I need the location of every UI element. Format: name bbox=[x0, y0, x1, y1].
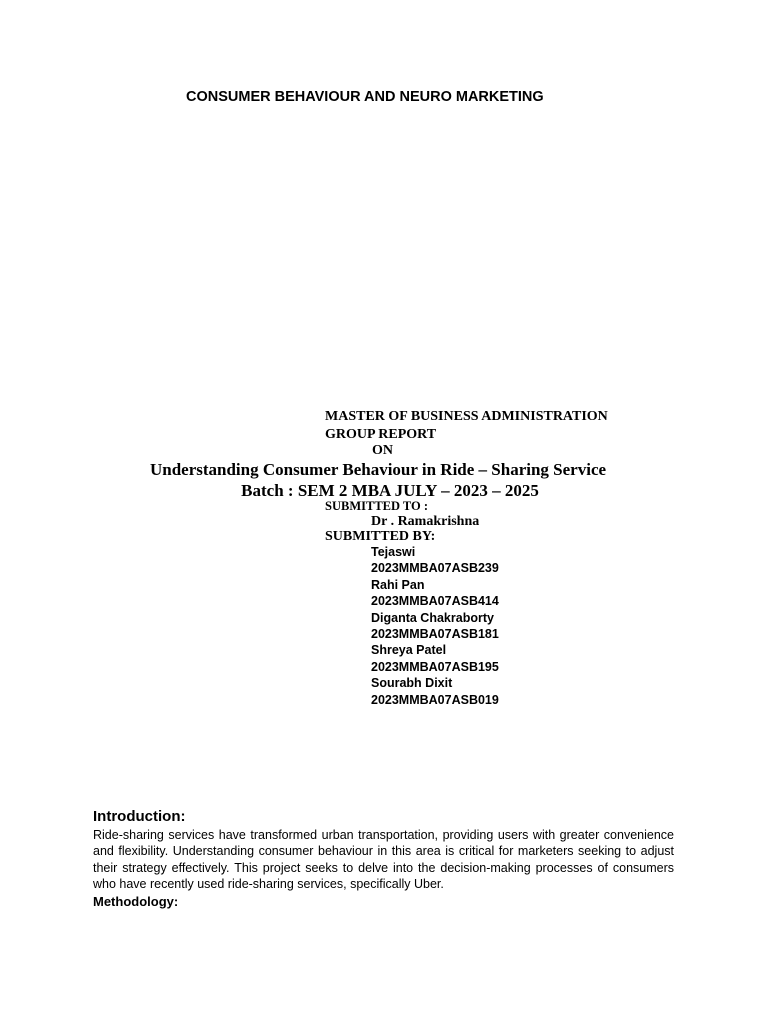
introduction-body: Ride-sharing services have transformed urban transportation, providing users with greater convenience and flexibility. Understanding consumer behaviour in this area is critical for marketers seeking to adjust their strategy effectively. This project seeks to delve into the decision-making processes of consumers who have recently used ride-sharing services, specifically Uber. bbox=[93, 828, 674, 891]
course-title: CONSUMER BEHAVIOUR AND NEURO MARKETING bbox=[186, 89, 544, 105]
member-id: 2023MMBA07ASB239 bbox=[371, 561, 499, 576]
member-name: Rahi Pan bbox=[371, 577, 425, 592]
submitted-to-name: Dr . Ramakrishna bbox=[371, 514, 480, 529]
submitted-to-label: SUBMITTED TO : bbox=[325, 499, 429, 513]
submitted-by-label: SUBMITTED BY: bbox=[325, 529, 436, 544]
member-name: Tejaswi bbox=[371, 545, 416, 559]
introduction-heading: Introduction: bbox=[93, 808, 186, 825]
member-id: 2023MMBA07ASB181 bbox=[371, 626, 499, 641]
program-name: MASTER OF BUSINESS ADMINISTRATION bbox=[325, 409, 608, 424]
report-type: GROUP REPORT bbox=[325, 427, 437, 442]
member-list bbox=[371, 544, 499, 708]
member-name: Sourabh Dixit bbox=[371, 676, 453, 691]
member-name: Shreya Patel bbox=[371, 643, 447, 658]
batch-line: Batch : SEM 2 MBA JULY – 2023 – 2025 bbox=[241, 481, 539, 500]
report-title: Understanding Consumer Behaviour in Ride – Sharing Service bbox=[149, 460, 607, 479]
on-label: ON bbox=[372, 443, 393, 458]
member-id: 2023MMBA07ASB195 bbox=[371, 659, 499, 674]
member-id: 2023MMBA07ASB414 bbox=[371, 594, 499, 609]
member-id: 2023MMBA07ASB019 bbox=[371, 692, 499, 707]
methodology-heading: Methodology: bbox=[93, 894, 179, 909]
member-name: Diganta Chakraborty bbox=[371, 610, 494, 625]
